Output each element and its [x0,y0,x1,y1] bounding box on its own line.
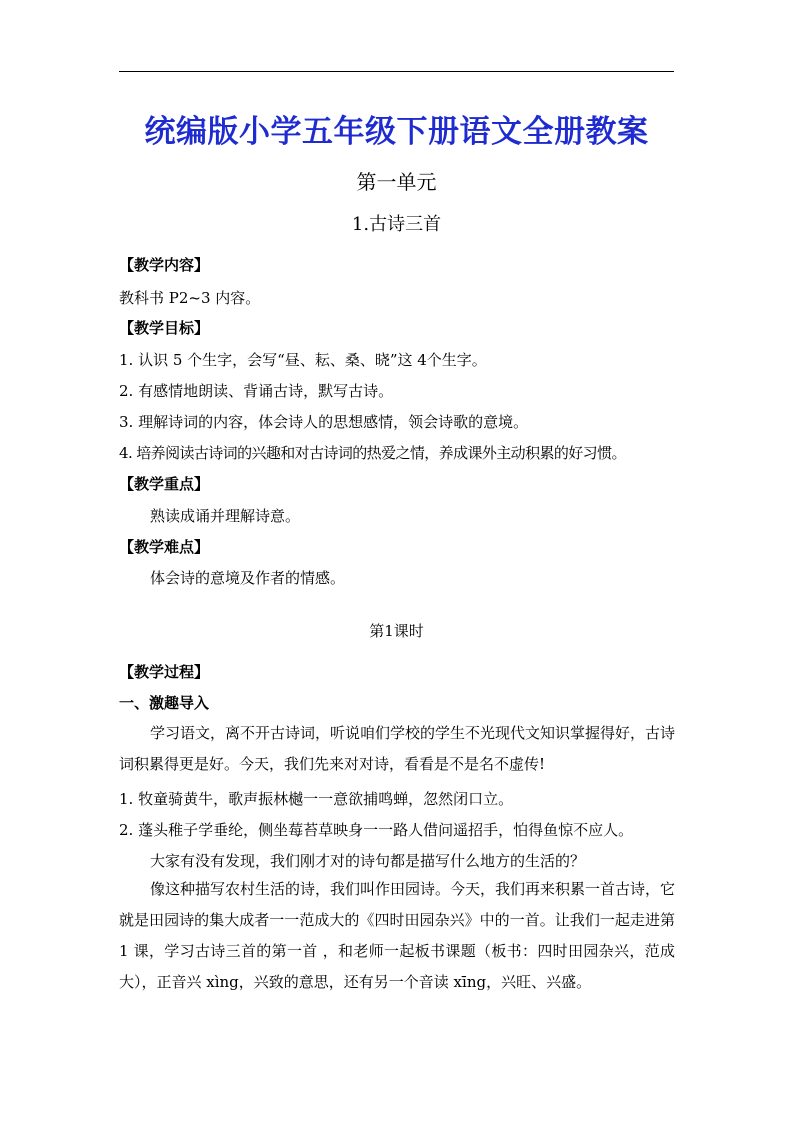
couplet-line: 2. 蓬头稚子学垂纶，侧坐莓苔草映身一一路人借问遥招手，怕得鱼惊不应人。 [119,821,634,839]
lesson-intro-paragraph: 像这种描写农村生活的诗，我们叫作田园诗。今天，我们再来积累一首古诗，它就是田园诗的集大成者一一范成大的《四时田园杂兴》中的一首。让我们一起走进第 1 课，学习古诗三首的第一首 ，和老师一起板书课题（板书：四时田园杂兴，范成大），正音兴 xìng，兴致的意思，还有另一个音读 xīng，兴旺、兴盛。 [119,880,676,991]
goal-item: 1. 认识 5 个生字，会写“昼、耘、桑、晓”这 4个生字。 [119,351,487,369]
difficulty-text: 体会诗的意境及作者的情感。 [150,569,346,587]
question-text: 大家有没有发现，我们刚才对的诗句都是描写什么地方的生活的？ [150,852,586,870]
lesson-heading: 1.古诗三首 [351,214,442,235]
unit-heading: 第一单元 [356,170,437,194]
goals-heading: 【教学目标】 [119,319,210,337]
goal-item: 4. 培养阅读古诗词的兴趣和对古诗词的热爱之情，养成课外主动积累的好习惯。 [119,444,626,462]
focus-heading: 【教学重点】 [119,475,210,493]
step-heading: 一、激趣导入 [119,694,210,712]
document-title: 统编版小学五年级下册语文全册教案 [144,114,649,150]
goal-item: 3. 理解诗词的内容，体会诗人的思想感情，领会诗歌的意境。 [119,413,529,431]
content-text: 教科书 P2~3 内容。 [119,289,261,307]
header-rule [119,71,674,72]
intro-paragraph: 学习语文，离不开古诗词，听说咱们学校的学生不光现代文知识掌握得好，古诗词积累得更是好。今天，我们先来对对诗，看看是不是名不虚传! [119,724,676,773]
period-heading: 第1课时 [369,622,424,640]
process-heading: 【教学过程】 [119,663,210,681]
difficulty-heading: 【教学难点】 [119,538,210,556]
focus-text: 熟读成诵并理解诗意。 [150,507,301,525]
content-heading: 【教学内容】 [119,256,210,274]
goal-item: 2. 有感情地朗读、背诵古诗，默写古诗。 [119,382,394,400]
couplet-line: 1. 牧童骑黄牛，歌声振林樾一一意欲捕鸣蝉，忽然闭口立。 [119,790,514,808]
